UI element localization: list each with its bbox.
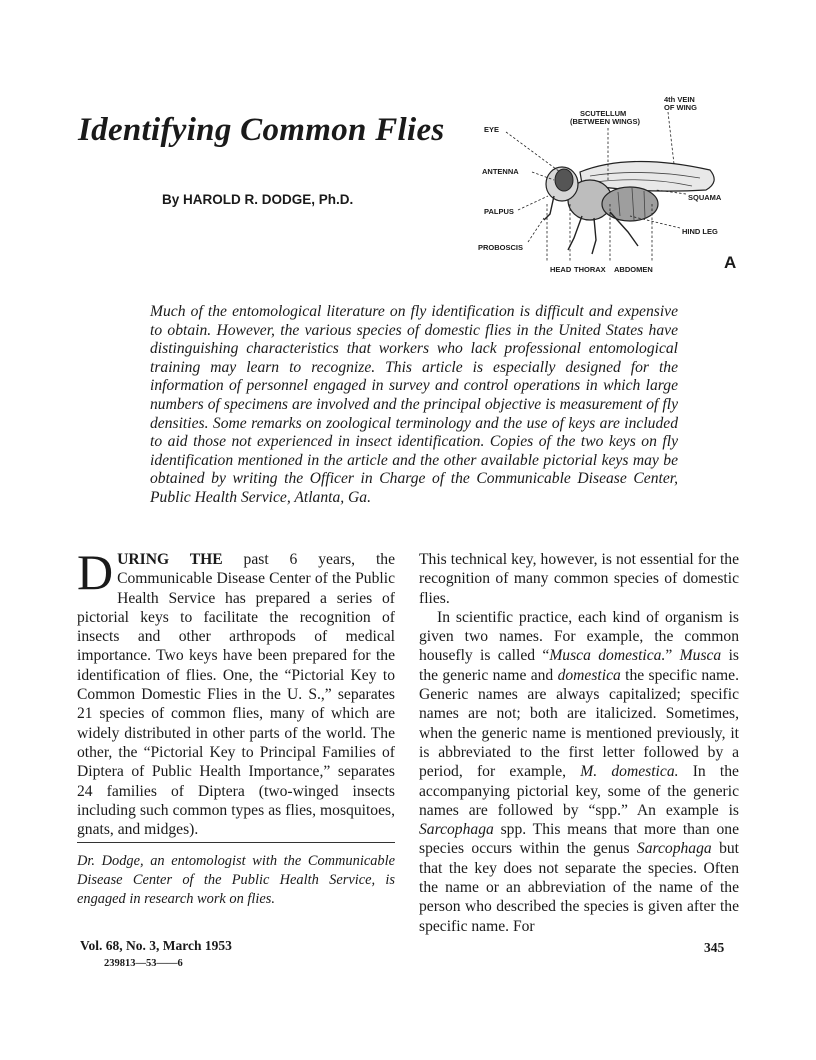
body-paragraph-1: past 6 years, the Communicable Disease Center of the Public Health Service has prepared a series of pictorial keys to facilitate the recognition of insects and other arthropods of medical importance. Two keys have been prepared for the identification of flies. One, the “Pictorial Key to Common Domestic Flies in the U. S.,” separates 21 species of common flies, many of which are widely distributed in other parts of the world. The other, the “Pictorial Key to Principal Families of Diptera of Public Health Importance,” separates 24 families of Diptera (two-winged insects including such common types as flies, mosquitoes, gnats, and midges). [77, 551, 395, 839]
label-fourth-vein: 4th VEIN [664, 95, 695, 104]
lead-in: URING THE [117, 551, 223, 568]
journal-issue: Vol. 68, No. 3, March 1953 [80, 938, 232, 953]
eye-shape [555, 169, 573, 191]
abstract: Much of the entomological literature on fly identification is difficult and expensive to obtain. However, the various species of domestic flies in the United States have distinguishing characteristics that workers who lack professional entomological training may learn to recognize. This article is especially designed for the information of personnel engaged in survey and control operations in which large numbers of specimens are involved and the principal objective is measurement of fly densities. Some remarks on zoological terminology and the use of keys are included to aid those not experienced in insect identification. Copies of the two keys on fly identification mentioned in the article and the other available pictorial keys may be obtained by writing the Officer in Charge of the Communicable Disease Center, Public Health Service, Atlanta, Ga. [150, 303, 678, 506]
author-note: Dr. Dodge, an entomologist with the Communicable Disease Center of the Public Health Service, is engaged in research work on flies. [77, 853, 395, 907]
author-byline: By HAROLD R. DODGE, Ph.D. [162, 192, 354, 207]
body-column-right [419, 550, 739, 936]
figure-panel-letter: A [724, 253, 737, 272]
label-hind-leg: HIND LEG [682, 227, 718, 236]
note-divider [77, 842, 395, 843]
label-scutellum: SCUTELLUM [580, 109, 627, 118]
label-fourth-vein-2: OF WING [664, 103, 697, 112]
label-eye: EYE [484, 125, 500, 134]
label-abdomen: ABDOMEN [614, 265, 653, 274]
print-code: 239813—53——6 [104, 958, 183, 969]
label-squama: SQUAMA [688, 193, 722, 202]
body-paragraph-3: In scientific practice, each kind of organism is given two names. For example, the common housefly is called “Musca domestica.” Musca is the generic name and domestica the specific name. Generic names are always capitalized; specific names are not; both are italicized. Sometimes, when the generic name is mentioned previously, it is abbreviated to the first letter followed by a period, for example, M. domestica. In the accompanying pictorial key, some of the generic names are followed by “spp.” An example is Sarcophaga spp. This means that more than one species occurs within the genus Sarcophaga but that the key does not separate the species. Often the name or an abbreviation of the name of the person who described the species is given after the specific name. For [419, 608, 740, 935]
label-palpus: PALPUS [484, 207, 514, 216]
label-scutellum-note: (BETWEEN WINGS) [570, 117, 640, 126]
label-head: HEAD [550, 265, 572, 274]
label-antenna: ANTENNA [482, 167, 519, 176]
label-thorax: THORAX [574, 265, 606, 274]
abdomen-shape [602, 187, 658, 221]
body-paragraph-2: This technical key, however, is not essential for the recognition of many common species of domestic flies. [419, 551, 739, 607]
label-proboscis: PROBOSCIS [478, 243, 524, 252]
article-title: Identifying Common Flies [78, 112, 445, 148]
drop-cap: D [77, 544, 114, 600]
fly-diagram [470, 92, 760, 282]
fly-anatomy-figure [470, 92, 760, 282]
body-column-left [77, 544, 395, 839]
page-number: 345 [704, 940, 725, 955]
